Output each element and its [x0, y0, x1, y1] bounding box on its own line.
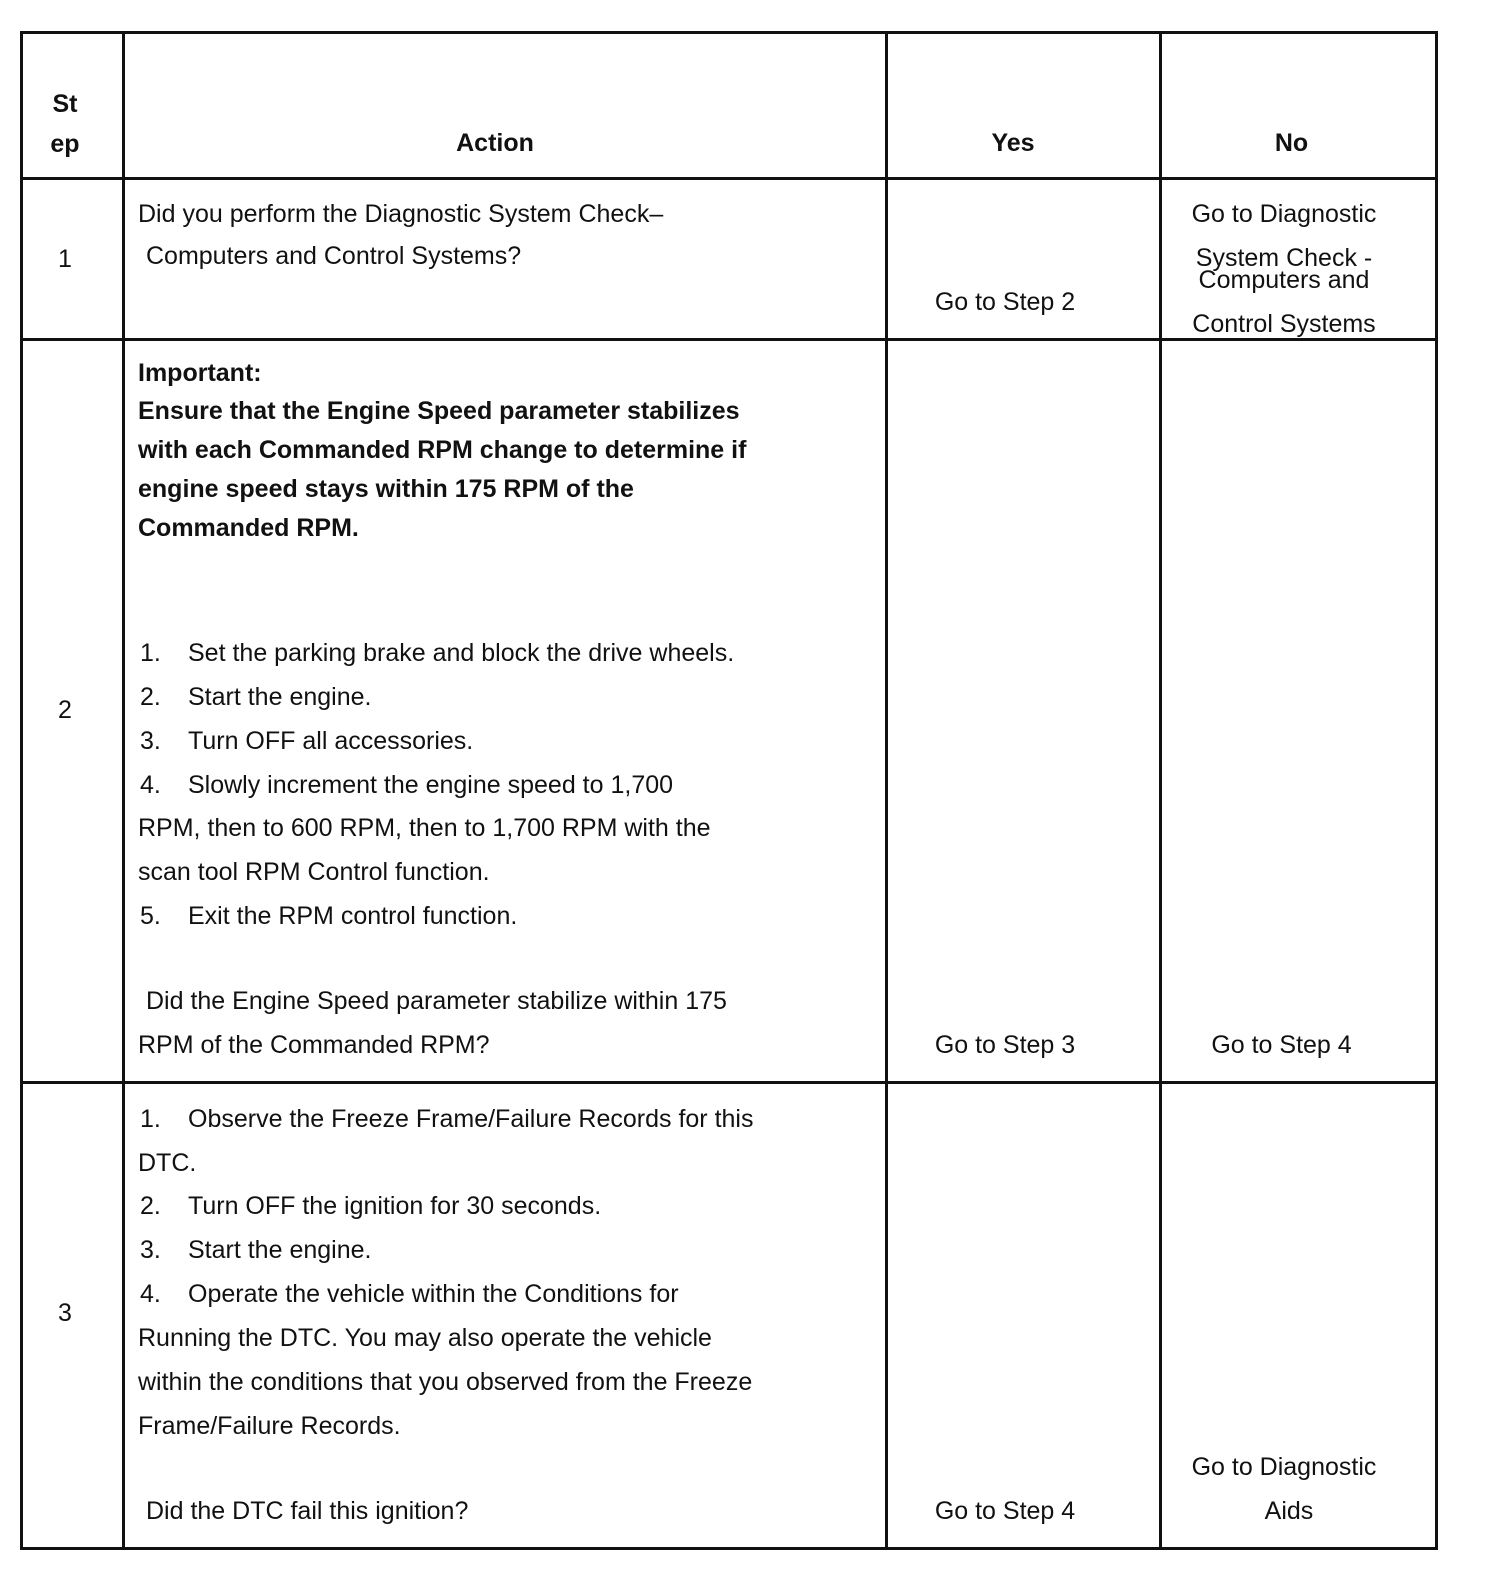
row-divider — [23, 177, 1435, 180]
list-item-continuation: RPM, then to 600 RPM, then to 1,700 RPM with the — [138, 814, 711, 842]
header-action: Action — [456, 129, 534, 157]
list-number: 3. — [140, 727, 161, 755]
question-text: Did the Engine Speed parameter stabilize within 175 — [146, 987, 727, 1015]
important-text: Ensure that the Engine Speed parameter stabilizes — [138, 397, 740, 425]
list-number: 5. — [140, 902, 161, 930]
row-divider — [23, 338, 1435, 341]
column-divider — [885, 34, 888, 1547]
action-text: Did you perform the Diagnostic System Check– — [138, 200, 664, 228]
list-text: Turn OFF the ignition for 30 seconds. — [188, 1192, 602, 1220]
step-number: 2 — [58, 696, 72, 724]
header-step-line2: ep — [50, 130, 80, 158]
list-item-continuation: scan tool RPM Control function. — [138, 858, 490, 886]
header-step-line1: St — [52, 90, 78, 118]
list-item-continuation: Running the DTC. You may also operate the vehicle — [138, 1324, 712, 1352]
important-text: Commanded RPM. — [138, 514, 359, 542]
no-result: Go to Step 4 — [1211, 1031, 1352, 1059]
list-item — [140, 641, 734, 666]
list-item — [140, 1282, 679, 1307]
list-item-continuation: Frame/Failure Records. — [138, 1412, 401, 1440]
list-number: 4. — [140, 1280, 161, 1308]
list-item — [140, 1194, 601, 1219]
no-result: Computers and — [1198, 266, 1370, 294]
list-item — [140, 1238, 371, 1263]
header-yes: Yes — [991, 129, 1035, 157]
list-item-continuation: DTC. — [138, 1149, 197, 1177]
no-result: System Check - — [1195, 244, 1373, 272]
no-result: Go to Diagnostic — [1191, 1453, 1377, 1481]
step-number: 1 — [58, 245, 72, 273]
important-text: with each Commanded RPM change to determine if — [138, 436, 747, 464]
row-divider — [23, 1081, 1435, 1084]
list-number: 1. — [140, 1105, 161, 1133]
list-item-continuation: within the conditions that you observed from the Freeze — [138, 1368, 753, 1396]
list-item — [140, 773, 673, 798]
list-number: 2. — [140, 683, 161, 711]
yes-result: Go to Step 3 — [934, 1031, 1076, 1059]
list-item — [140, 904, 517, 929]
list-text: Turn OFF all accessories. — [188, 727, 474, 755]
list-text: Start the engine. — [188, 683, 372, 711]
list-number: 2. — [140, 1192, 161, 1220]
list-number: 1. — [140, 639, 161, 667]
action-text: Computers and Control Systems? — [146, 242, 522, 270]
question-text: Did the DTC fail this ignition? — [146, 1497, 469, 1525]
list-text: Start the engine. — [188, 1236, 372, 1264]
list-item — [140, 1107, 753, 1132]
list-text: Observe the Freeze Frame/Failure Records for this — [188, 1105, 754, 1133]
list-number: 3. — [140, 1236, 161, 1264]
list-number: 4. — [140, 771, 161, 799]
yes-result: Go to Step 2 — [934, 288, 1076, 316]
important-text: engine speed stays within 175 RPM of the — [138, 475, 634, 503]
list-text: Slowly increment the engine speed to 1,700 — [188, 771, 674, 799]
list-text: Set the parking brake and block the drive wheels. — [188, 639, 735, 667]
list-item — [140, 729, 473, 754]
list-text: Operate the vehicle within the Conditions for — [188, 1280, 679, 1308]
important-label: Important: — [138, 359, 262, 387]
list-text: Exit the RPM control function. — [188, 902, 518, 930]
list-item — [140, 685, 371, 710]
yes-result: Go to Step 4 — [934, 1497, 1076, 1525]
column-divider — [122, 34, 125, 1547]
question-text: RPM of the Commanded RPM? — [138, 1031, 490, 1059]
no-result: Aids — [1264, 1497, 1314, 1525]
step-number: 3 — [58, 1299, 72, 1327]
no-result: Go to Diagnostic — [1191, 200, 1377, 228]
no-result: Control Systems — [1192, 310, 1376, 338]
header-no: No — [1274, 129, 1309, 157]
